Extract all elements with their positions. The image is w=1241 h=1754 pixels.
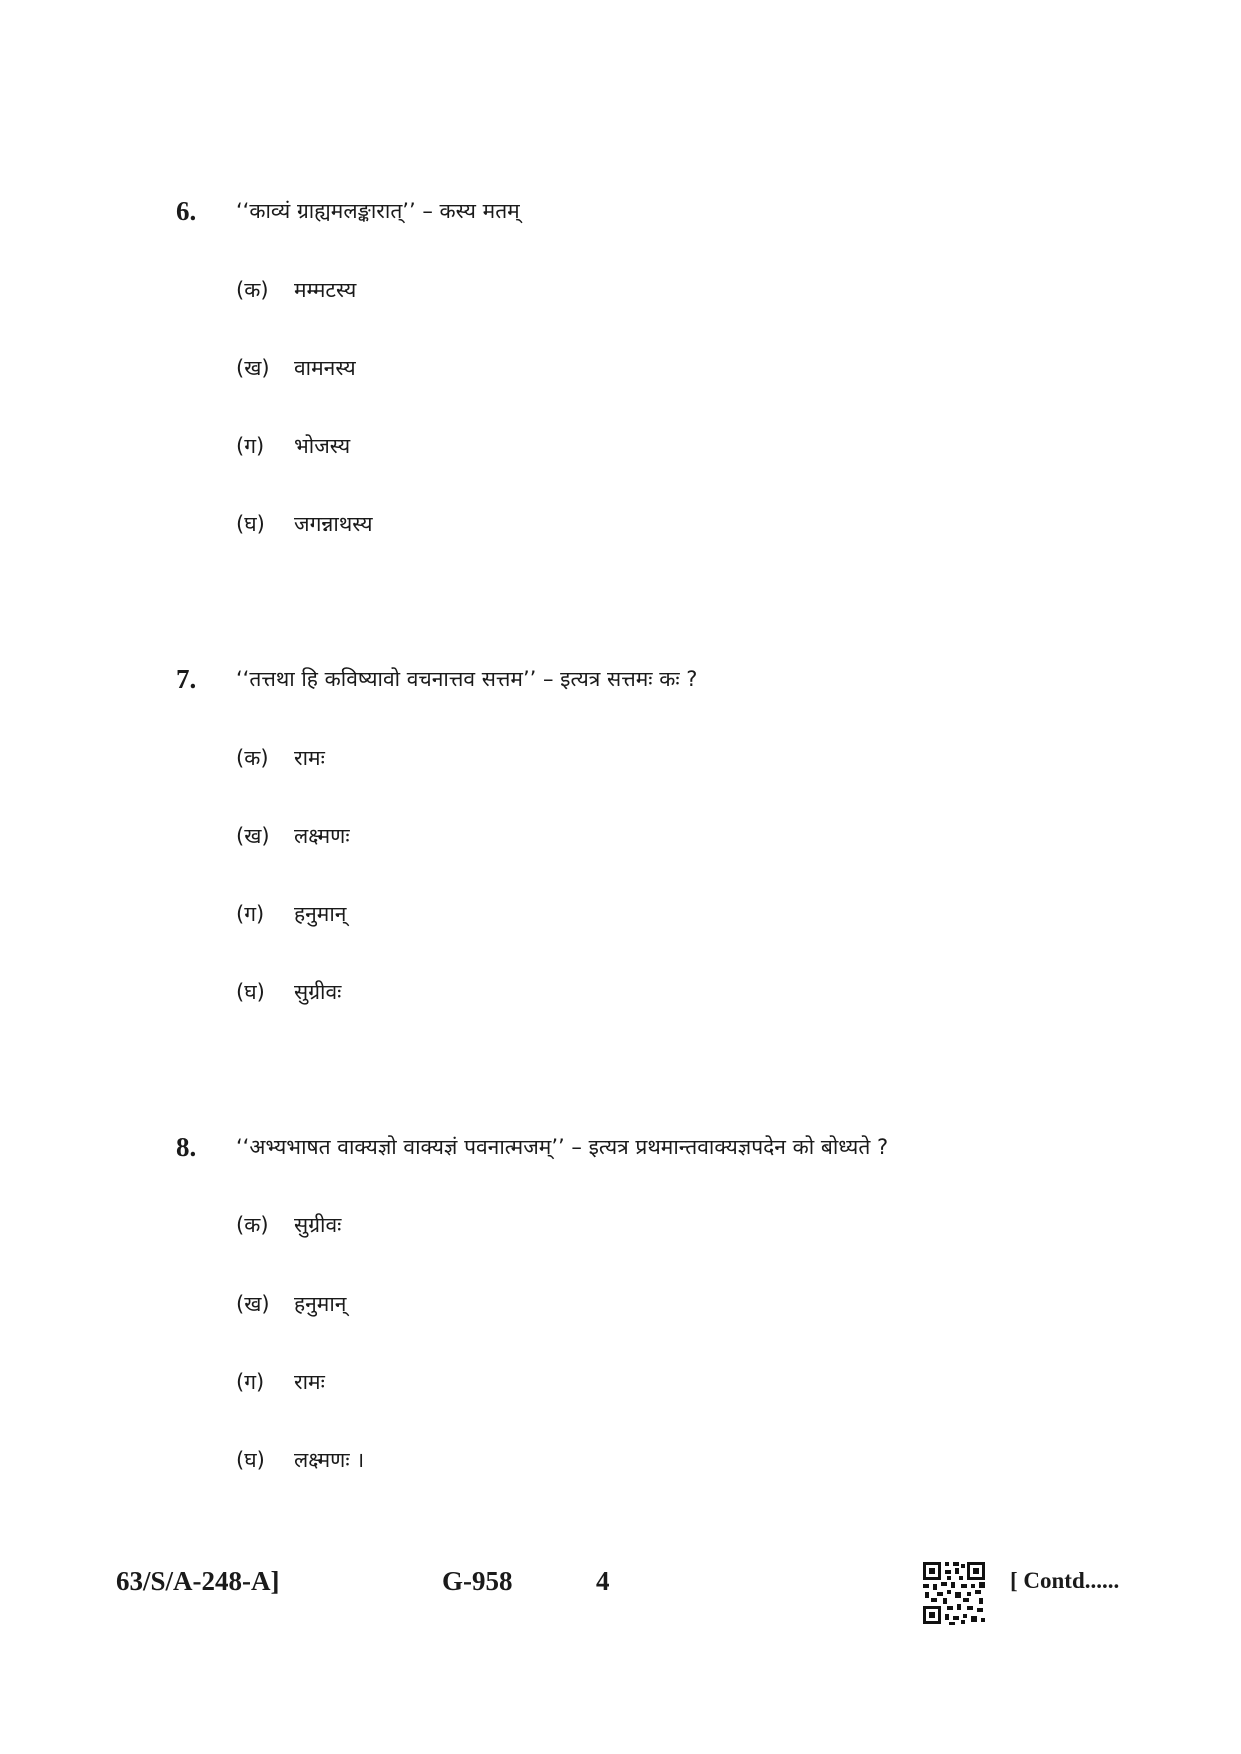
option-ga: [236, 431, 350, 461]
question-number: 7.: [176, 664, 197, 694]
option-kha: [236, 1289, 346, 1319]
option-marker: (क): [236, 278, 269, 302]
option-gha: [236, 1445, 364, 1475]
series-code: G-958: [442, 1566, 513, 1596]
option-kha: [236, 821, 350, 851]
option-marker: (ग): [236, 902, 265, 926]
option-kha: [236, 353, 356, 383]
option-marker: (ख): [236, 824, 270, 848]
question-text: ‘‘तत्तथा हि कविष्यावो वचनात्तव सत्तम’’ – इत्यत्र सत्तमः कः ?: [236, 667, 698, 691]
option-ka: [236, 1210, 341, 1240]
option-marker: (घ): [236, 1448, 265, 1472]
option-text: रामः: [294, 746, 325, 770]
option-marker: (ग): [236, 1370, 265, 1394]
option-ka: [236, 275, 356, 305]
option-text: रामः: [294, 1370, 325, 1394]
option-marker: (घ): [236, 980, 265, 1004]
option-marker: (ख): [236, 1292, 270, 1316]
continued-label: [ Contd......: [1010, 1568, 1120, 1593]
question-number: 8.: [176, 1132, 197, 1162]
option-text: हनुमान्: [294, 1292, 347, 1316]
option-text: हनुमान्: [294, 902, 347, 926]
option-text: जगन्नाथस्य: [294, 512, 373, 536]
option-text: सुग्रीवः: [294, 1213, 342, 1237]
option-text: लक्ष्मणः ।: [294, 1448, 365, 1472]
qr-code-icon: [921, 1560, 987, 1626]
question-text: ‘‘काव्यं ग्राह्यमलङ्कारात्’’ – कस्य मतम्: [236, 199, 520, 223]
option-gha: [236, 509, 373, 539]
option-ka: [236, 743, 325, 773]
option-text: मम्मटस्य: [294, 278, 357, 302]
page-footer: [0, 1562, 1241, 1612]
option-ga: [236, 899, 346, 929]
option-text: वामनस्य: [294, 356, 356, 380]
option-marker: (ग): [236, 434, 265, 458]
option-text: भोजस्य: [294, 434, 351, 458]
option-marker: (क): [236, 746, 269, 770]
paper-code: 63/S/A-248-A]: [116, 1566, 280, 1596]
option-marker: (ख): [236, 356, 270, 380]
option-ga: [236, 1367, 325, 1397]
option-text: सुग्रीवः: [294, 980, 342, 1004]
option-marker: (घ): [236, 512, 265, 536]
option-text: लक्ष्मणः: [294, 824, 350, 848]
question-number: 6.: [176, 196, 197, 226]
page-number: 4: [596, 1566, 610, 1596]
question-text: ‘‘अभ्यभाषत वाक्यज्ञो वाक्यज्ञं पवनात्मजम्’’ – इत्यत्र प्रथमान्तवाक्यज्ञपदेन को बोध्यते ?: [236, 1135, 889, 1159]
option-gha: [236, 977, 341, 1007]
option-marker: (क): [236, 1213, 269, 1237]
